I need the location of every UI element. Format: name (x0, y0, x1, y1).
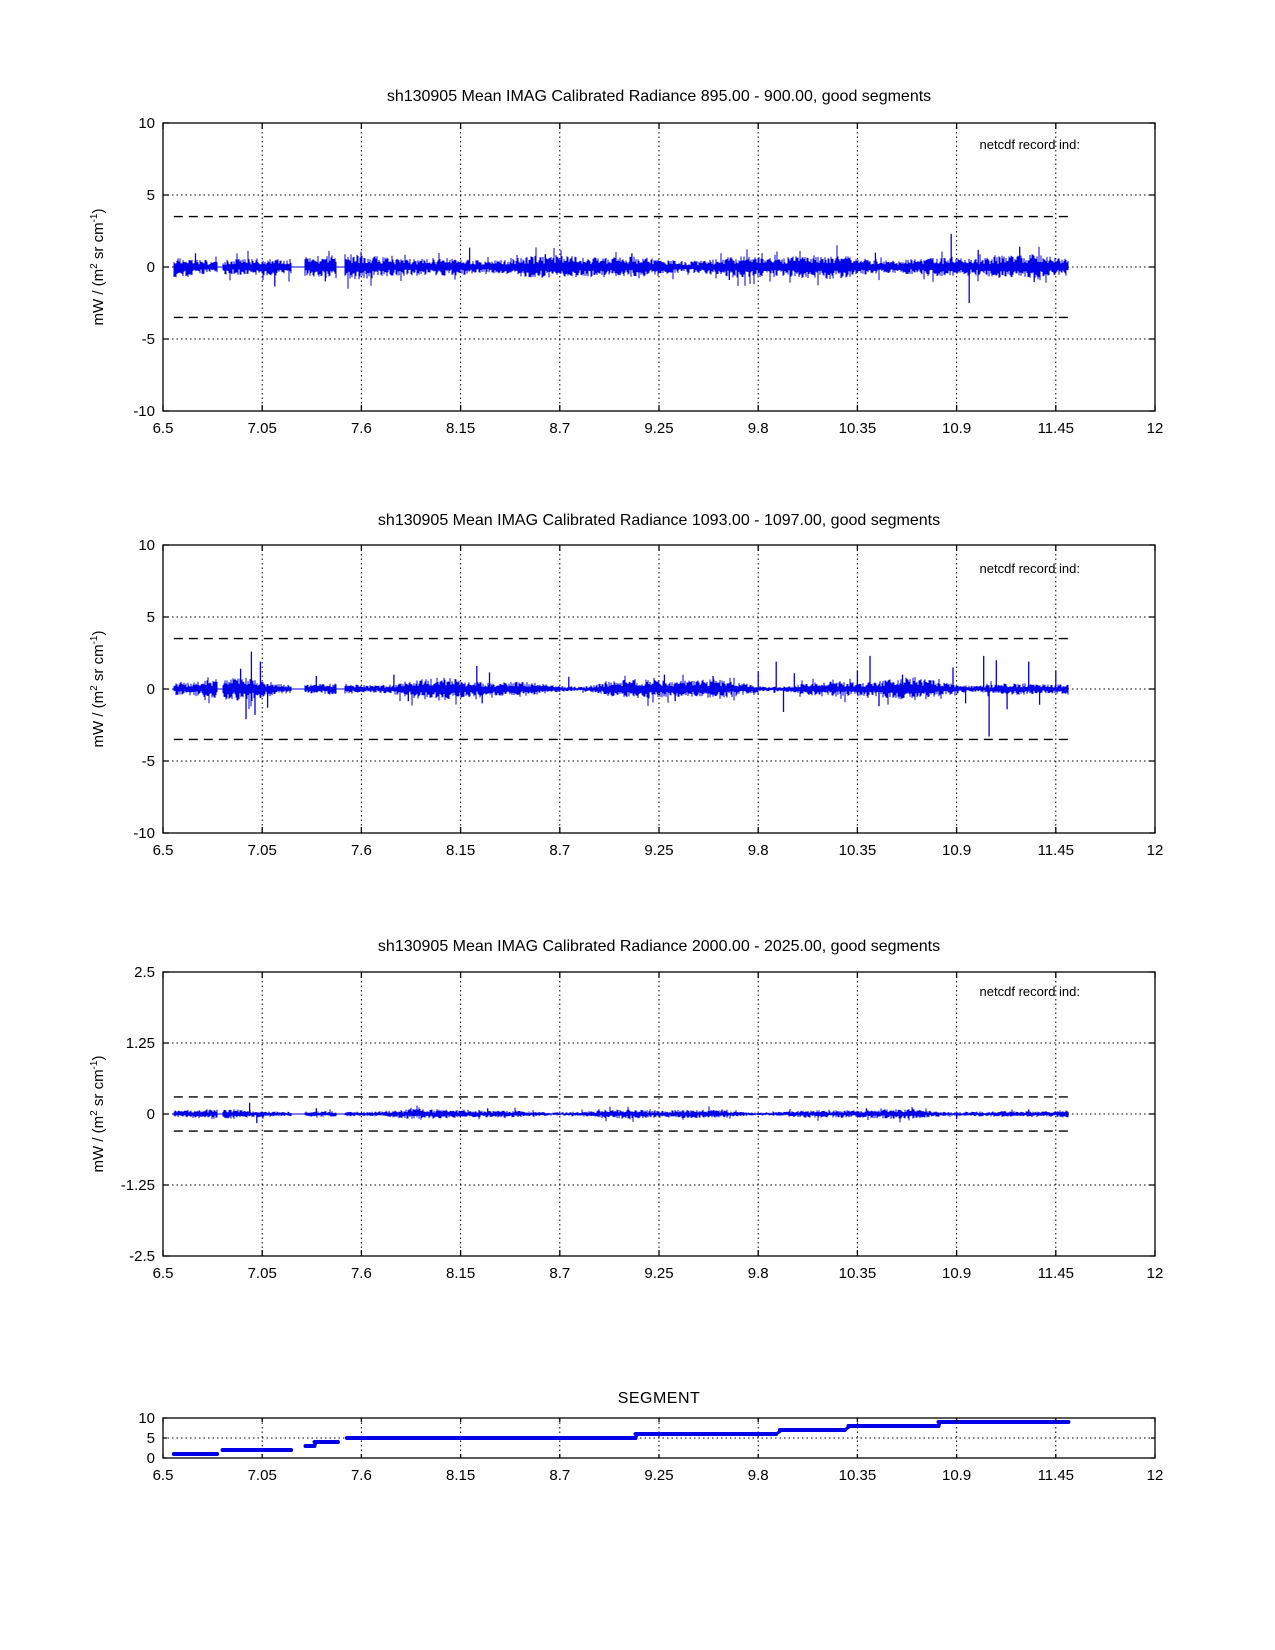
x-tick-label: 7.6 (350, 1265, 372, 1282)
x-tick-label: 11.45 (1037, 1265, 1075, 1282)
x-tick-label: 7.6 (350, 842, 372, 859)
x-tick-label: 12 (1146, 1265, 1164, 1282)
x-tick-label: 11.45 (1037, 1467, 1075, 1484)
x-tick-label: 7.05 (247, 1265, 277, 1282)
subplot1-annotation: netcdf record ind: (979, 137, 1080, 152)
x-tick-label: 9.25 (644, 420, 674, 437)
x-tick-label: 12 (1146, 420, 1164, 437)
noise-series (174, 675, 1068, 709)
x-tick-label: 8.15 (445, 420, 476, 437)
x-tick-label: 8.15 (445, 842, 476, 859)
x-tick-label: 7.05 (247, 1467, 277, 1484)
y-tick-label: -2.5 (129, 1248, 155, 1265)
subplot2-y-axis-label: mW / ($m^2$ sr $cm^{-1}$) (89, 630, 107, 748)
x-tick-label: 9.25 (644, 1467, 674, 1484)
x-tick-label: 7.6 (350, 1467, 372, 1484)
subplot-2-axes (133, 537, 1163, 859)
y-tick-label: 0 (146, 681, 155, 698)
noise-series (174, 1106, 1068, 1123)
x-tick-label: 8.7 (549, 1467, 571, 1484)
x-tick-label: 8.7 (549, 420, 571, 437)
x-tick-label: 7.05 (247, 842, 277, 859)
y-tick-label: 2.5 (134, 964, 155, 981)
x-tick-label: 10.9 (941, 842, 972, 859)
x-tick-label: 6.5 (152, 1467, 174, 1484)
x-tick-label: 9.8 (747, 1265, 769, 1282)
x-tick-label: 12 (1146, 842, 1164, 859)
x-tick-label: 8.7 (549, 842, 571, 859)
x-tick-label: 6.5 (152, 1265, 174, 1282)
x-tick-label: 10.35 (838, 420, 877, 437)
y-tick-label: 10 (138, 115, 155, 132)
x-tick-label: 9.8 (747, 842, 769, 859)
subplot1-title: sh130905 Mean IMAG Calibrated Radiance 895.00 - 900.00, good segments (386, 88, 932, 105)
y-tick-label: 0 (146, 259, 155, 276)
x-tick-label: 8.15 (445, 1467, 476, 1484)
x-tick-label: 10.9 (941, 1265, 972, 1282)
x-tick-label: 6.5 (152, 842, 174, 859)
subplot-1-axes (133, 115, 1163, 437)
x-tick-label: 10.35 (838, 842, 877, 859)
y-tick-label: 10 (138, 1410, 155, 1427)
noise-series (174, 245, 1068, 288)
x-tick-label: 6.5 (152, 420, 174, 437)
x-tick-label: 11.45 (1037, 842, 1075, 859)
x-tick-label: 11.45 (1037, 420, 1075, 437)
subplot-4-axes (138, 1410, 1163, 1484)
x-tick-label: 7.05 (247, 420, 277, 437)
y-tick-label: -5 (141, 331, 155, 348)
x-tick-label: 10.9 (941, 1467, 972, 1484)
y-tick-label: -1.25 (120, 1177, 155, 1194)
subplot2-title: sh130905 Mean IMAG Calibrated Radiance 1093.00 - 1097.00, good segments (377, 512, 941, 529)
y-tick-label: 5 (146, 1430, 155, 1447)
subplot2-annotation: netcdf record ind: (979, 561, 1080, 576)
y-tick-label: -10 (133, 403, 155, 420)
x-tick-label: 10.35 (838, 1265, 877, 1282)
y-tick-label: 1.25 (125, 1035, 155, 1052)
subplot4-title: SEGMENT (617, 1390, 701, 1407)
y-tick-label: 10 (138, 537, 155, 554)
y-tick-label: -10 (133, 825, 155, 842)
x-tick-label: 10.9 (941, 420, 972, 437)
x-tick-label: 7.6 (350, 420, 372, 437)
x-tick-label: 9.25 (644, 842, 674, 859)
x-tick-label: 9.8 (747, 1467, 769, 1484)
x-tick-label: 10.35 (838, 1467, 877, 1484)
y-tick-label: 0 (146, 1450, 155, 1467)
x-tick-label: 9.25 (644, 1265, 674, 1282)
subplot3-y-axis-label: mW / ($m^2$ sr $cm^{-1}$) (89, 1055, 107, 1173)
y-tick-label: 5 (146, 609, 155, 626)
x-tick-label: 12 (1146, 1467, 1164, 1484)
y-tick-label: 5 (146, 187, 155, 204)
y-tick-label: 0 (146, 1106, 155, 1123)
subplot-3-axes (121, 964, 1164, 1282)
subplot1-y-axis-label: mW / ($m^2$ sr $cm^{-1}$) (89, 208, 107, 326)
x-tick-label: 8.7 (549, 1265, 571, 1282)
subplot3-annotation: netcdf record ind: (979, 984, 1080, 999)
subplot3-title: sh130905 Mean IMAG Calibrated Radiance 2000.00 - 2025.00, good segments (377, 938, 941, 955)
x-tick-label: 9.8 (747, 420, 769, 437)
x-tick-label: 8.15 (445, 1265, 476, 1282)
y-tick-label: -5 (141, 753, 155, 770)
